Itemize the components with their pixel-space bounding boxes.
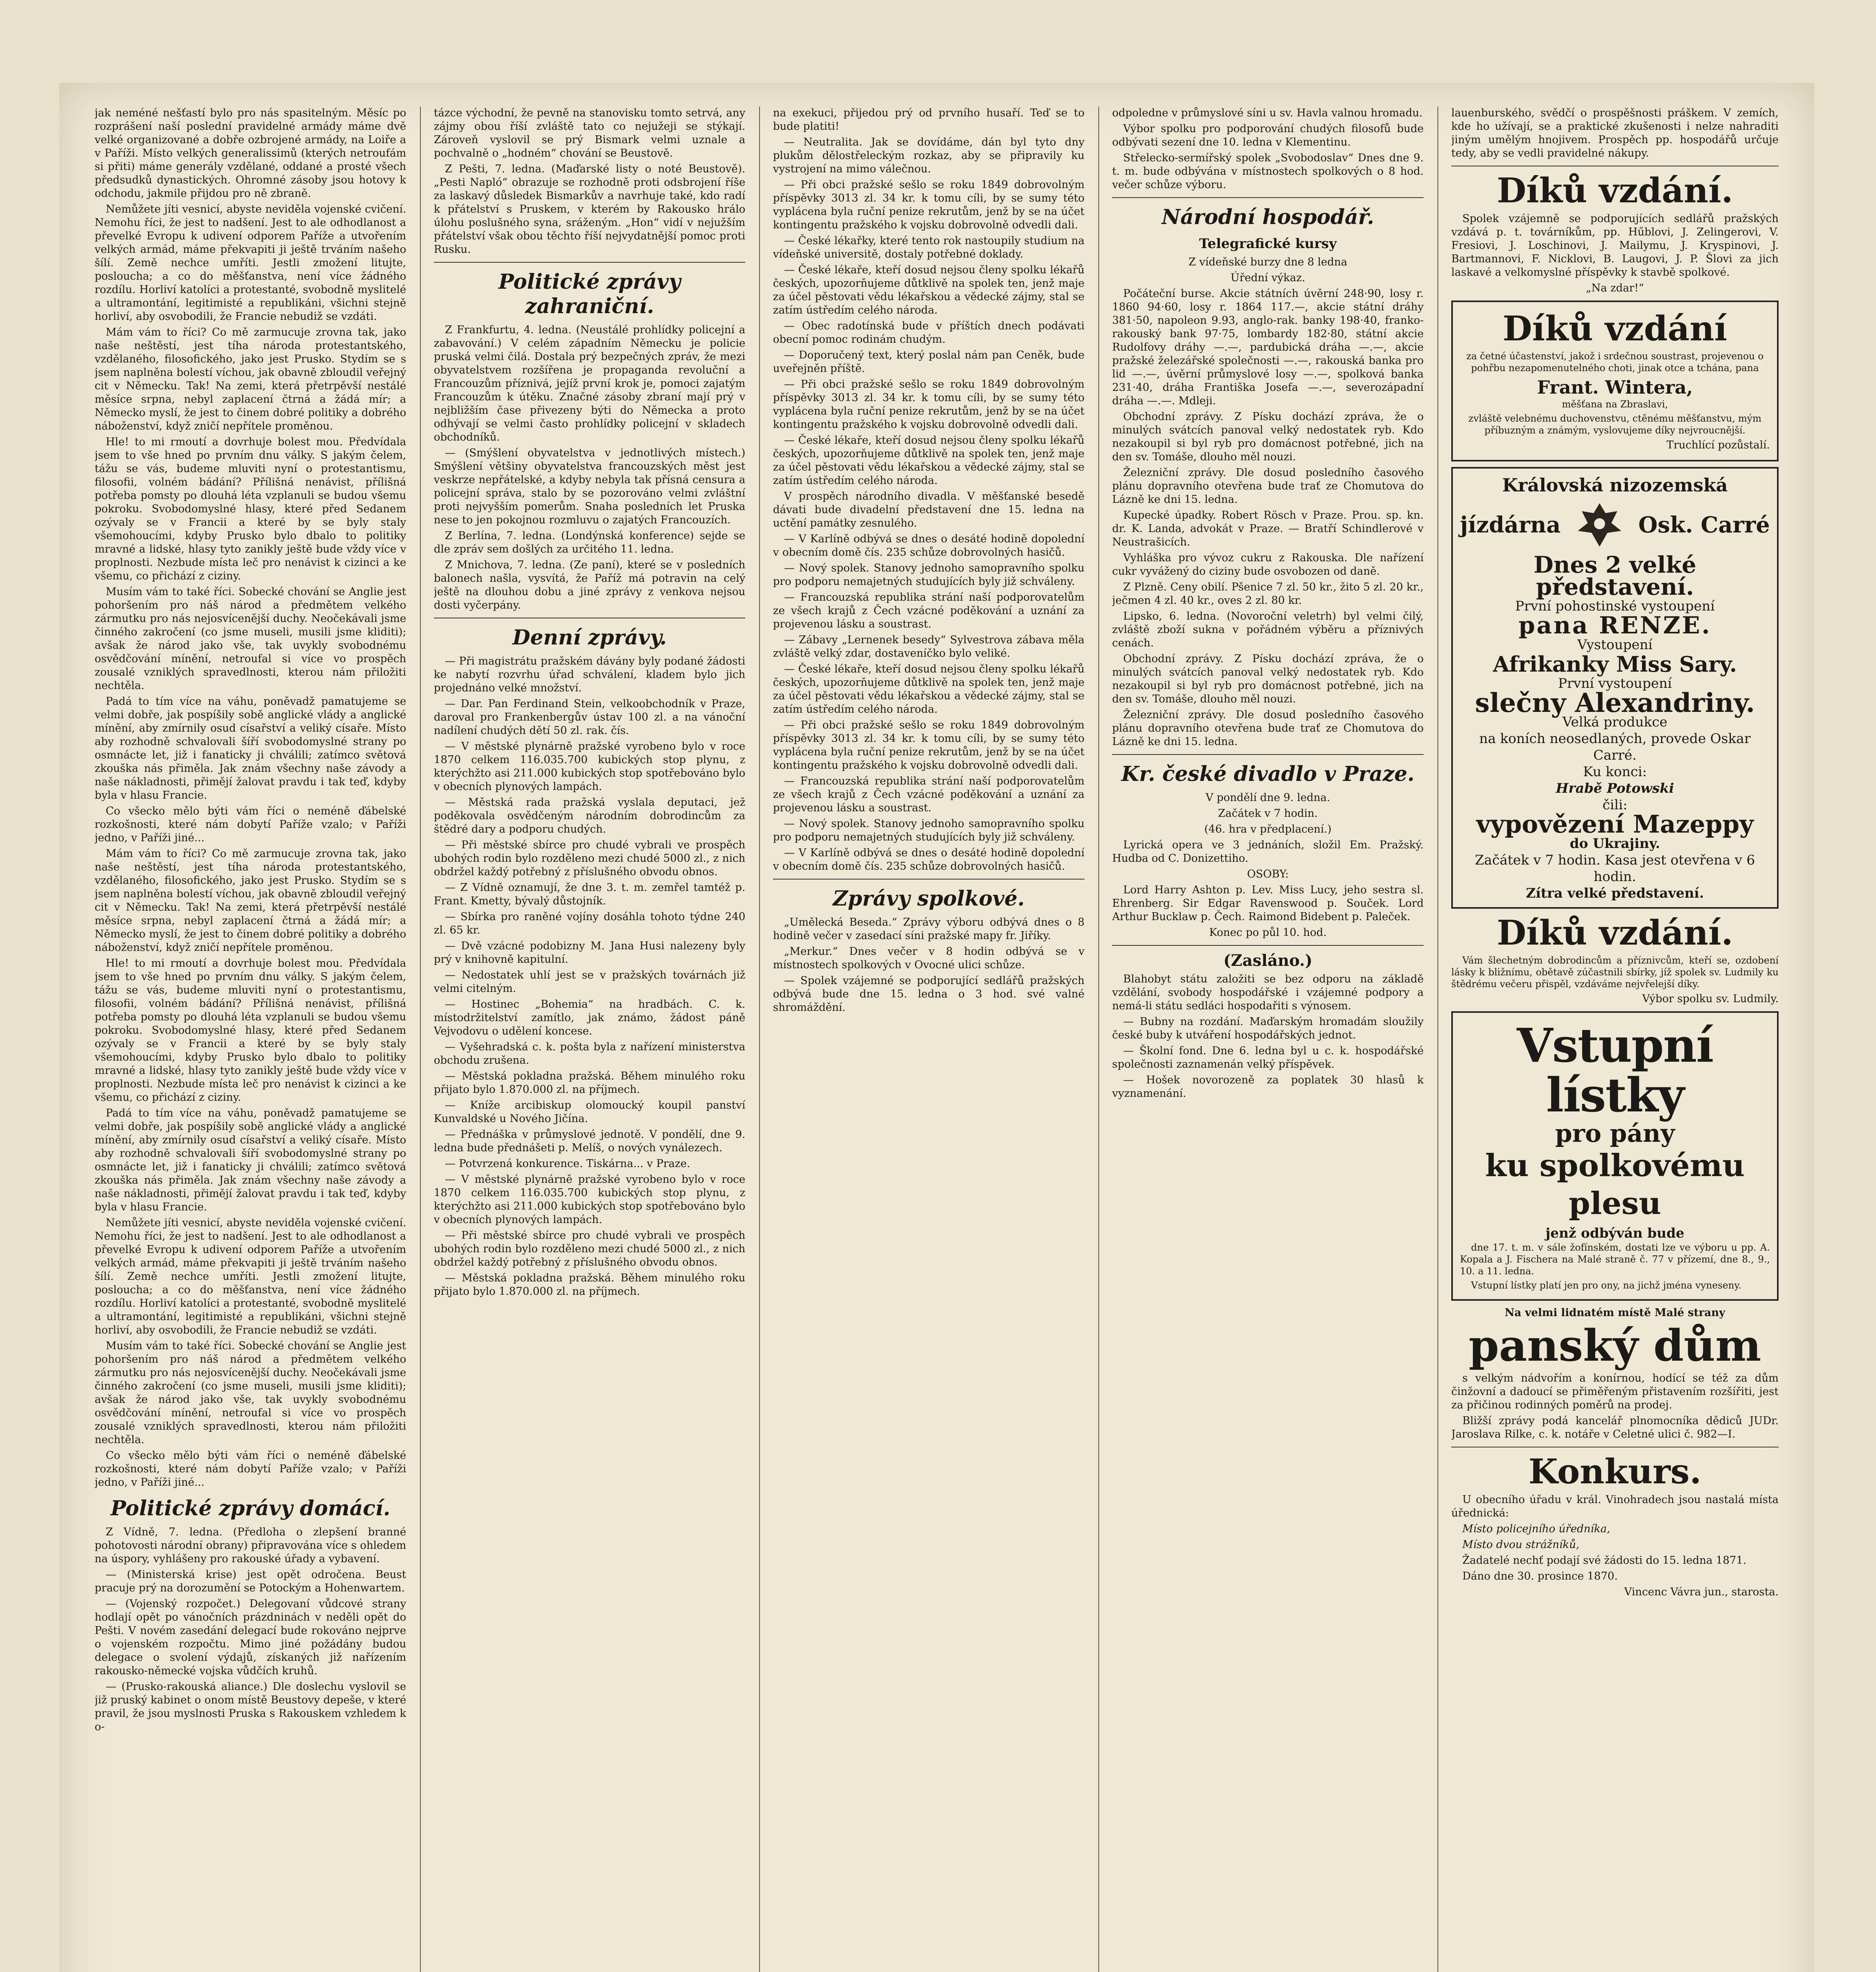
ad-text: Místo policejního úředníka, xyxy=(1462,1523,1610,1535)
column-4 xyxy=(1112,106,1424,1972)
news-item: V prospěch národního divadla. V měšťanské besedě dávati bude divadelní představení dne 15. ledna na uctění památky zesnulého. xyxy=(773,490,1085,529)
article-text: jak neméné nešťastí bylo pro nás spasitelným. Měsíc po rozprášení naší poslední pravidelné armády máme dvě velké organizované a dobře ozbrojené armády, na Loiře a v Paříži. Místo velkých generalissimů (kterých netroufám si přiti) máme generály vzdělané, oddané a prosté všech předsudků dynastických. Ohromné zásoby jsou hotovy k odchodu, jakmile přijdou pro ně zbraně. xyxy=(95,107,406,200)
circus-text: První vystoupení xyxy=(1558,676,1672,691)
ad-text: Místo dvou strážníků, xyxy=(1462,1539,1579,1551)
circus-shows: Dnes 2 velké představení. xyxy=(1533,551,1697,600)
column-divider xyxy=(420,106,421,1972)
news-item: — Při obci pražské sešlo se roku 1849 dobrovolným příspěvky 3013 zl. 34 kr. k tomu cíli, by se sumy této vyplácena byla ruční penize rekrutům, jenž by se na účet kontingentu pražského k vojsku dobrovolně odvedli dali. xyxy=(773,179,1085,231)
article-text: Padá to tím více na váhu, poněvadž pamatujeme se velmi dobře, jak pospíšily sobě anglické vlády a anglické mínění, aby zmírnily osud císařství a veliký císaře. Místo aby rozhodně schvalovali šíří svobodomyslné strany po osmnácte let, již i fanaticky ji chválili; zatímco světová zkouška nás přiměla. Jak znám všechny naše závody a naše nákladnosti, přimějí žalovat pravdu i tak teď, kdyby byla v hlasu Francie. xyxy=(95,695,406,801)
news-item: Z Mnichova, 7. ledna. (Ze paní), které se v posledních balonech našla, vysvítá, že Paříž má potravin na celý ještě na dlouhou dobu a jiné zprávy z venkova nejsou dosti vyčerpány. xyxy=(434,559,745,611)
news-item: — V městské plynárně pražské vyrobeno bylo v roce 1870 celkem 116.035.700 kubických stop plynu, z kterýchžto asi 211.000 kubických stop spotřebováno bylo v obecních plynových lampách. xyxy=(434,1173,745,1226)
news-item: — Francouzská republika strání naší podporovatelům ze všech krajů z Čech vzácné poděkování a uznání za projevenou lásku a soustrast. xyxy=(773,775,1085,814)
news-item: Železniční zprávy. Dle dosud posledního časového plánu dopravního otevřena bude trať ze Chomutova do Lázně ke dni 15. ledna. xyxy=(1112,709,1424,748)
news-item: Lipsko, 6. ledna. (Novoroční veletrh) byl velmi čilý, zvláště zboží sukna v pořádném výběru a příznivých cenách. xyxy=(1112,610,1424,649)
ad-text: Vstupní lístky platí jen pro ony, na jichž jména vyneseny. xyxy=(1471,1280,1742,1291)
news-item: — Dar. Pan Ferdinand Stein, velkoobchodník v Praze, daroval pro Frankenbergův ústav 100 zl. a na vánoční nadílení chudých dětí 50 zl. rak. čís. xyxy=(434,698,745,737)
circus-text: Ku konci: xyxy=(1583,764,1647,780)
circus-performer: pana RENZE. xyxy=(1518,612,1712,639)
section-heading-domestic: Politické zprávy domácí. xyxy=(110,1496,390,1520)
news-item: — V Karlíně odbývá se dnes o desáté hodině dopolední v obecním domě čís. 235 schůze dobrovolných hasičů. xyxy=(773,847,1085,872)
divider xyxy=(1112,754,1424,755)
ad-text: s velkým nádvořím a konírnou, hodící se též za dům činžovní a dadoucí se přiměřeným přistavením rozšířiti, jest za přičinou rodinných poměrů na prodej. xyxy=(1451,1372,1779,1411)
circus-header xyxy=(1460,496,1770,554)
news-item: na exekuci, přijedou prý od prvního husaří. Teď se to bude platiti! xyxy=(773,107,1085,133)
news-item: — Nový spolek. Stanovy jednoho samopravního spolku pro podporu nemajetných studujících byly již schváleny. xyxy=(773,818,1085,843)
column-1 xyxy=(95,106,406,1972)
circus-title: jízdárna xyxy=(1460,512,1561,538)
theatre-date: V pondělí dne 9. ledna. xyxy=(1206,792,1330,804)
ball-title: Vstupní lístky xyxy=(1517,1018,1713,1122)
news-item: — Kníže arcibiskup olomoucký koupil panství Kunvaldské u Nového Jičína. xyxy=(434,1099,745,1125)
news-item: Obchodní zprávy. Z Písku dochází zpráva, že o minulých svátcích panoval velký nedostatek ryb. Kdo nezakoupil si byl ryb pro domácnost potřebné, jich na den sv. Tomáše, dlouho měl nouzi. xyxy=(1112,411,1424,463)
article-text: Co všecko mělo býti vám říci o neméně ďábelské rozkošnosti, které nám dobytí Paříže vzalo; v Paříži jedno, v Paříži jiné... xyxy=(95,805,406,844)
ad-text: Na velmi lidnatém místě Malé strany xyxy=(1505,1307,1725,1319)
news-item: Výbor spolku pro podporování chudých filosofů bude odbývati sezení dne 10. ledna v Klementinu. xyxy=(1112,123,1424,148)
news-item: — Při obci pražské sešlo se roku 1849 dobrovolným příspěvky 3013 zl. 34 kr. k tomu cíli, by se sumy této vyplácena byla ruční penize rekrutům, jenž by se na účet kontingentu pražského k vojsku dobrovolně odvedli dali. xyxy=(773,719,1085,771)
news-item: — Potvrzená konkurence. Tiskárna... v Praze. xyxy=(445,1158,690,1170)
column-2 xyxy=(434,106,745,1972)
news-item: — Městská rada pražská vyslala deputaci, jež poděkovala osvědčeným národním dobrodincům za štědré dary a podporu chudých. xyxy=(434,796,745,835)
news-item: — (Smýšlení obyvatelstva v jednotlivých místech.) Smýšlení většiny obyvatelstva francouzských měst jest veskrze nepřátelské, a kdyby nebyla tak přísná censura a policejní správa, stalo by se pozorováno velmi zvláštní proti nejvyšším pomerům. Snaha posledních let Pruska nese to jen pokojnou rozmluvu o zajatých Francouzích. xyxy=(434,447,745,526)
circus-text: Vystoupení xyxy=(1577,637,1653,653)
ad-text: za četné účastenství, jakož i srdečnou soustrast, projevenou o pohřbu nezapomenutelného choti, jinak otce a tchána, pana xyxy=(1466,351,1764,373)
news-item: — Při obci pražské sešlo se roku 1849 dobrovolným příspěvky 3013 zl. 34 kr. k tomu cíli, by se sumy této vyplácena byla ruční penize rekrutům, jenž by se na účet kontingentu pražského k vojsku dobrovolně odvedli dali. xyxy=(773,378,1085,431)
divider xyxy=(773,879,1085,880)
article-text: tázce východní, že pevně na stanovisku tomto setrvá, any zájmy obou říší zvláště tato co nejužeji se stýkají. Zároveň vyslovil se prý Bismark velmi uznale a pochvalně o „hodném“ chování se Beustově. xyxy=(434,107,745,159)
konkurs-title: Konkurs. xyxy=(1528,1452,1702,1492)
news-item: — (Vojenský rozpočet.) Delegovaní vůdcové strany hodlají opět po vánočních prázdninách v neděli opět do Pešti. V novém zasedání delegací bude rokováno nejprve o vojenském rozpočtu. Mimo jiné požádány budou delegace o svolení výdajů, získaných již nařízením rakousko-německé vojska vůdčích kruhů. xyxy=(95,1598,406,1677)
article-text: Z Pešti, 7. ledna. (Maďarské listy o noté Beustově). „Pesti Napló“ obrazuje se rozhodně proti odsbrojení říše za laskavý důsledek Bismarkův a navrhuje také, kdo radí k přátelství s Pruskem, v kterém by Rakousko hrálo úlohu poslušného syna, sráženým. „Hon“ vidí v nejužším přátelství však obou těchto říší nejvydatnější pomoc proti Rusku. xyxy=(434,163,745,256)
ad-text: zvláště velebnému duchovenstvu, ctěnému měšťanstvu, mým příbuzným a známým, vyslovujeme díky nejvroucnější. xyxy=(1468,413,1762,436)
news-item: — České lékaře, kteří dosud nejsou členy spolku lékařů českých, upozorňujeme důtklivě na spolek ten, jenž maje za účel pěstovati vědu lékařskou a vědecké zájmy, stal se zatím ústředím celého národa. xyxy=(773,434,1085,487)
news-item: — Obec radotínská bude v příštích dnech podávati obecní pomoc rodinám chudým. xyxy=(773,320,1085,345)
news-item: — (Prusko-rakouská aliance.) Dle doslechu vyslovil se již pruský kabinet o onom místě Beustovy depeše, v které pravil, že jsou myslnosti Pruska s Rakouskem vzhledem k o- xyxy=(95,1681,406,1733)
ad-signature: „Na zdar!“ xyxy=(1586,282,1644,294)
section-heading-daily: Denní zprávy. xyxy=(512,626,667,650)
economy-subheading: Z vídeňské burzy dne 8 ledna xyxy=(1188,256,1348,268)
news-item: — Dvě vzácné podobizny M. Jana Husi nalezeny byly prý v knihovně kapitulní. xyxy=(434,940,745,965)
divider xyxy=(434,262,745,263)
news-item: — Hostinec „Bohemia“ na hradbách. C. k. místodržitelství zamítlo, jak známo, žádost páně Vejvodovu o udělení koncese. xyxy=(434,998,745,1037)
theatre-description: Lyrická opera ve 3 jednáních, složil Em. Pražský. Hudba od C. Donizettiho. xyxy=(1112,839,1424,865)
theatre-cast-heading: OSOBY: xyxy=(1247,868,1289,880)
circus-owner: Osk. Carré xyxy=(1638,512,1770,538)
news-item: — Neutralita. Jak se dovídáme, dán byl tyto dny plukům dělostřeleckým rozkaz, aby se připravily ku vystrojení na mimo válečnou. xyxy=(773,136,1085,175)
ball-sub: pro pány xyxy=(1555,1119,1675,1148)
theatre-cast: Lord Harry Ashton p. Lev. Miss Lucy, jeho sestra sl. Ehrenberg. Sir Edgar Ravenswood p. Souček. Lord Arthur Bucklaw p. Čech. Raimond Bidebent p. Paleček. xyxy=(1112,884,1424,923)
economy-subheading: Úřední výkaz. xyxy=(1230,272,1305,284)
news-item: — České lékařky, které tento rok nastoupily studium na vídeňské universitě, dostaly potřebné doklady. xyxy=(773,235,1085,260)
news-item: — Sbírka pro raněné vojíny dosáhla tohoto týdne 240 zl. 65 kr. xyxy=(434,911,745,936)
news-item: — Nový spolek. Stanovy jednoho samopravního spolku pro podporu nemajetných studujících byly již schváleny. xyxy=(773,562,1085,588)
divider xyxy=(1112,945,1424,946)
news-item: — Městská pokladna pražská. Během minulého roku přijato bylo 1.870.000 zl. na příjmech. xyxy=(434,1070,745,1096)
circus-text: na koních neosedlaných, provede Oskar Carré. xyxy=(1479,731,1751,763)
circus-text: Hrabě Potowski xyxy=(1556,781,1674,796)
circus-text: Zítra velké představení. xyxy=(1526,885,1704,901)
royal-crest-icon xyxy=(1570,499,1629,551)
ball-ticket-ad xyxy=(1451,1011,1779,1301)
news-item: Železniční zprávy. Dle dosud posledního časového plánu dopravního otevřena bude trať ze Chomutova do Lázně ke dni 15. ledna. xyxy=(1112,467,1424,506)
column-3 xyxy=(773,106,1085,1972)
newspaper-page xyxy=(59,83,1814,1972)
circus-performer: Afrikanky Miss Sary. xyxy=(1493,652,1737,677)
economy-subheading: Telegrafické kursy xyxy=(1199,236,1337,252)
news-item: — Bubny na rozdání. Maďarským hromadám sloužily české buby k utváření hospodářských jednot. xyxy=(1112,1016,1424,1041)
news-item: — Spolek vzájemné se podporující sedlářů pražských odbývá bude dne 15. ledna o 3 hod. své valné shromáždění. xyxy=(773,975,1085,1014)
news-item: — Francouzská republika strání naší podporovatelům ze všech krajů z Čech vzácné poděkování a uznání za projevenou lásku a soustrast. xyxy=(773,591,1085,630)
house-sale-ad xyxy=(1451,1306,1779,1441)
news-item: odpoledne v průmyslové síni u sv. Havla valnou hromadu. xyxy=(1112,107,1423,119)
theatre-start: Začátek v 7 hodin. xyxy=(1218,807,1318,820)
news-item: Z Plzně. Ceny obilí. Pšenice 7 zl. 50 kr., žito 5 zl. 20 kr., ječmen 4 zl. 40 kr., oves 2 zl. 80 kr. xyxy=(1112,581,1424,607)
thanks-title: Díků vzdání. xyxy=(1497,171,1733,211)
news-item: — (Ministerská krise) jest opět odročena. Beust pracuje prý na dorozumění se Potockým a Hohenwartem. xyxy=(95,1569,406,1594)
article-text: Mám vám to říci? Co mě zarmucuje zrovna tak, jako naše neštěstí, jest tíha národa protestantského, vzdělaného, filosofického, jako jest Prusko. Stydím se s jsem naplněna bolestí víchou, jak obavně zbloudil veřejný cit v Německu. Tak! Na zemi, která přetrpěvší nestálé měsíce srpna, nebyl zaplacení čtrná a žádá mír; a Německo myslí, že jest to činem dobré politiky a dobrého náboženství, když zničí nepřítele proměnou. xyxy=(95,848,406,954)
column-5-ads xyxy=(1451,106,1779,1972)
theatre-end: Konec po půl 10. hod. xyxy=(1209,926,1327,939)
ad-date: Dáno dne 30. prosince 1870. xyxy=(1462,1570,1618,1582)
ball-title: ku spolkovému plesu xyxy=(1485,1148,1745,1221)
ad-text: U obecního úřadu v král. Vinohradech jsou nastalá místa úřednická: xyxy=(1451,1494,1779,1519)
ad-text: dne 17. t. m. v sále žofínském, dostati lze ve výboru u pp. A. Kopala a J. Fischera na Malé straně č. 77 v přízemí, dne 8., 9., 10. a 11. ledna. xyxy=(1460,1242,1770,1277)
news-item: — Při městské sbírce pro chudé vybrali ve prospěch ubohých rodin bylo rozděleno mezi chudé 5000 zl., z nich obdržel každý potřebný z příslušného obvodu obnos. xyxy=(434,1229,745,1268)
article-text: Mám vám to říci? Co mě zarmucuje zrovna tak, jako naše neštěstí, jest tíha národa protestantského, vzdělaného, filosofického, jako jest Prusko. Stydím se s jsem naplněna bolestí víchou, jak obavně zbloudil veřejný cit v Německu. Tak! Na zemi, která přetrpěvší nestálé měsíce srpna, nebyl zaplacení čtrná a žádá mír; a Německo myslí, že jest to činem dobré politiky a dobrého náboženství, když zničí nepřítele proměnou. xyxy=(95,326,406,432)
circus-title: Královská nizozemská xyxy=(1502,474,1728,496)
news-item: — V Karlíně odbývá se dnes o desáté hodině dopolední v obecním domě čís. 235 schůze dobrovolných hasičů. xyxy=(773,533,1085,558)
article-text: Hle! to mi rmoutí a dovrhuje bolest mou. Předvídala jsem to vše hned po prvním dnu války. S jakým čelem, tážu se vás, budeme mluviti nyní o protestantismu, filosofii, volném bádání? Přílišná nenávist, přílišná potřeba pomsty po dlouhá léta vzplanuli se budou všemu pokroku. Svobodomyslné hlasy, které před Sedanem ozývaly se v Francii a které by se byly staly všemohoucími, kdyby Prusko bylo dbalo to politiky mravné a lidské, hlasy tyto zanikly ještě bude vždy více v proplnosti. Nezbude místa leč pro nenávist k cizinci a ke všemu, co přichází z ciziny. xyxy=(95,436,406,582)
article-text: Nemůžete jíti vesnicí, abyste neviděla vojenské cvičení. Nemohu říci, že jest to nadšení. Jest to ale odhodlanost a převelké Evropu k udivení odporem Paříže a utvořením velkých armád, máme překvapiti ji ještě trváním našeho šílí. Země nechce umříti. Jestli zmožení litujte, posloucha; a co do měšťanstva, není více žádného rozdílu. Horliví katolíci a protestanté, svobodně myslitelé a ultramontání, legitimisté a republikáni, všichni stejně horliví, aby osvobodili, že Francie nebudiž se vzdáti. xyxy=(95,1217,406,1336)
theatre-note: (46. hra v předplacení.) xyxy=(1204,823,1332,835)
column-divider xyxy=(1098,106,1099,1972)
news-item: „Merkur.“ Dnes večer v 8 hodin odbývá se v místnostech spolkových v Ovocné ulici schůze. xyxy=(773,945,1085,971)
news-item: Střelecko-sermířský spolek „Svobodoslav“ Dnes dne 9. t. m. bude odbývána v místnostech spolkových o 8 hod. večer schůze výboru. xyxy=(1112,152,1424,191)
news-item: Kupecké úpadky. Robert Rösch v Praze. Prou. sp. kn. dr. K. Landa, advokát v Praze. — Bratří Schindlerové v Neustrašicích. xyxy=(1112,509,1424,548)
ad-text: Vám šlechetným dobrodincům a příznivcům, kteří se, ozdobení lásky k bližnímu, obětavě zúčastnili sbírky, jíž spolek sv. Ludmily ku štědrému večeru přispěl, vzdáváme nejvřelejší díky. xyxy=(1451,955,1779,990)
article-text: Musím vám to také říci. Sobecké chování se Anglie jest pohoršením pro náš národ a předmětem velkého zármutku pro nás nejosvícenější duchy. Neočekávali jsme činného zakročení (co jsme museli, musili jsme kliditi); avšak že národ jako vše, tak uvykly svobodnému osvědčování mínění, netroufal si více vo prospěch zousalé vzniklých spravedlnosti, kterou nám přiložiti nechtěla. xyxy=(95,1340,406,1446)
article-text: Padá to tím více na váhu, poněvadž pamatujeme se velmi dobře, jak pospíšily sobě anglické vlády a anglické mínění, aby zmírnily osud císařství a veliký císaře. Místo aby rozhodně schvalovali šíří svobodomyslné strany po osmnácte let, již i fanaticky ji chválili; zatímco světová zkouška nás přiměla. Jak znám všechny naše závody a naše nákladnosti, přimějí žalovat pravdu i tak teď, kdyby byla v hlasu Francie. xyxy=(95,1107,406,1213)
news-item: — Vyšehradská c. k. pošta byla z nařízení ministerstva obchodu zrušena. xyxy=(434,1041,745,1066)
ad-signature: Výbor spolku sv. Ludmily. xyxy=(1642,993,1779,1005)
circus-performer: vypovězení Mazeppy xyxy=(1476,810,1754,838)
news-item: Obchodní zprávy. Z Písku dochází zpráva, že o minulých svátcích panoval velký nedostatek ryb. Kdo nezakoupil si byl ryb pro domácnost potřebné, jich na den sv. Tomáše, dlouho měl nouzi. xyxy=(1112,653,1424,705)
section-heading-sent: (Zasláno.) xyxy=(1223,951,1312,970)
ad-text: lauenburského, svědčí o prospěšnosti práškem. V zemích, kde ho užívají, se a praktické zkušenosti i nelze nahraditi jiným umělým hnojivem. Prospěch pp. hospodářů určuje tedy, aby se vedli pravidelné nákupy. xyxy=(1451,107,1779,159)
news-item: — Městská pokladna pražská. Během minulého roku přijato bylo 1.870.000 zl. na příjmech. xyxy=(434,1272,745,1298)
circus-text: do Ukrajiny. xyxy=(1570,836,1660,852)
column-divider xyxy=(1437,106,1438,1972)
circus-text: První pohostinské vystoupení xyxy=(1515,598,1715,614)
ad-text: Bližší zprávy podá kancelář plnomocníka dědiců JUDr. Jaroslava Rilke, c. k. notáře v Celetné ulici č. 982—I. xyxy=(1451,1415,1779,1440)
section-heading-economy: Národní hospodář. xyxy=(1161,205,1374,229)
news-item: — Doporučený text, který poslal nám pan Ceněk, bude uveřejněn příště. xyxy=(773,349,1085,375)
thanks-title: Díků vzdání xyxy=(1503,309,1727,349)
article-text: Co všecko mělo býti vám říci o neméně ďábelské rozkošnosti, které nám dobytí Paříže vzalo; v Paříži jedno, v Paříži jiné... xyxy=(95,1449,406,1488)
thanks-ad-3 xyxy=(1451,914,1779,1006)
ad-text: Žadatelé nechť podají své žádosti do 15. ledna 1871. xyxy=(1462,1554,1747,1567)
news-item: Vyhláška pro vývoz cukru z Rakouska. Dle nařízení cukr vyvážený do ciziny bude osvobozen od daně. xyxy=(1112,552,1424,577)
circus-performer: slečny Alexandriny. xyxy=(1475,687,1755,718)
news-item: Blahobyt státu založiti se bez odporu na základě vzdělání, svobody hospodářské i vzájemné podpory a nemá-li státu sedláci hospodařiti s výnosem. xyxy=(1112,973,1424,1012)
news-item: — Nedostatek uhlí jest se v pražských továrnách již velmi citelným. xyxy=(434,969,745,995)
article-text: Nemůžete jíti vesnicí, abyste neviděla vojenské cvičení. Nemohu říci, že jest to nadšení. Jest to ale odhodlanost a převelké Evropu k udivení odporem Paříže a utvořením velkých armád, máme překvapiti ji ještě trváním našeho šílí. Země nechce umříti. Jestli zmožení litujte, posloucha; a co do měšťanstva, není více žádného rozdílu. Horliví katolíci a protestanté, svobodně myslitelé a ultramontání, legitimisté a republikáni, všichni stejně horliví, aby osvobodili, že Francie nebudiž se vzdáti. xyxy=(95,203,406,323)
column-divider xyxy=(759,106,760,1972)
house-title: panský dům xyxy=(1469,1320,1761,1371)
konkurs-ad xyxy=(1451,1453,1779,1599)
news-item: — Hošek novorozeně za poplatek 30 hlasů k vyznamenání. xyxy=(1112,1074,1424,1100)
thanks-title: Díků vzdání. xyxy=(1497,913,1733,953)
news-item: Počáteční burse. Akcie státních úvěrní 248·90, losy r. 1860 94·60, losy r. 1864 117.—, akcie státní dráhy 381·50, napoleon 9.93, anglo-rak. banky 198·40, franko-rakouský bank 97·75, lombardy 182·80, státní akcie Rudolfovy dráhy —.—, pardubická dráha —.—, akcie pražské železářské společnosti —.—, rakouská banka pro lid —.—, úvěrní průmyslové losy —.—, spolková banka 231·40, dráha Františka Josefa —.—, severozápadní dráha —.—. Mdleji. xyxy=(1112,288,1424,407)
news-item: — Školní fond. Dne 6. ledna byl u c. k. hospodářské společnosti zaznamenán velký příspěvek. xyxy=(1112,1045,1424,1070)
article-text: Hle! to mi rmoutí a dovrhuje bolest mou. Předvídala jsem to vše hned po prvním dnu války. S jakým čelem, tážu se vás, budeme mluviti nyní o protestantismu, filosofii, volném bádání? Přílišná nenávist, přílišná potřeba pomsty po dlouhá léta vzplanuli se budou všemu pokroku. Svobodomyslné hlasy, které před Sedanem ozývaly se v Francii a které by se byly staly všemohoucími, kdyby Prusko bylo dbalo to politiky mravné a lidské, hlasy tyto zanikly ještě bude vždy více v proplnosti. Nezbude místa leč pro nenávist k cizinci a ke všemu, co přichází z ciziny. xyxy=(95,957,406,1104)
news-item: — Z Vídně oznamují, že dne 3. t. m. zemřel tamtéž p. Frant. Kmetty, bývalý důstojník. xyxy=(434,881,745,907)
news-item: — Přednáška v průmyslové jednotě. V pondělí, dne 9. ledna bude přednášeti p. Melíš, o nových vynálezech. xyxy=(434,1128,745,1154)
deceased-name: Frant. Wintera, xyxy=(1537,377,1693,398)
news-item: — České lékaře, kteří dosud nejsou členy spolku lékařů českých, upozorňujeme důtklivě na spolek ten, jenž maje za účel pěstovati vědu lékařskou a vědecké zájmy, stal se zatím ústředím celého národa. xyxy=(773,663,1085,715)
thanks-ad-2 xyxy=(1451,301,1779,461)
news-item: Z Vídně, 7. ledna. (Předloha o zlepšení branné pohotovosti národní obrany) připravována více s ohledem na úspory, vyhlášeny pro rakouské úřady a vybavení. xyxy=(95,1526,406,1565)
circus-time: Začátek v 7 hodin. Kasa jest otevřena v 6 hodin. xyxy=(1475,852,1755,885)
ad-text: jenž odbýván bude xyxy=(1545,1225,1685,1241)
circus-text: čili: xyxy=(1602,797,1628,813)
news-item: Z Frankfurtu, 4. ledna. (Neustálé prohlídky policejní a zabavování.) V celém západním Německu je policie pruská velmi čilá. Dostala prý bezpečných zpráv, že mezi obyvatelstvem rozšířena je propaganda revoluční a Francouzům příznivá, jejíž první krok je, pomoci zajatým Francouzům k útěku. Značné zásoby zbraní mají prý v nejbližším čase přivezeny býti do Německa a proto odhývají se velmi často prohlídky policejní v skladech obchodníků. xyxy=(434,324,745,443)
circus-ad xyxy=(1451,467,1779,909)
section-heading-foreign: Politické zprávy zahraniční. xyxy=(498,270,681,318)
thanks-ad-1 xyxy=(1451,172,1779,295)
ad-text: měšťana na Zbraslavi, xyxy=(1562,399,1668,410)
article-text: Musím vám to také říci. Sobecké chování se Anglie jest pohoršením pro náš národ a předmětem velkého zármutku pro nás nejosvícenější duchy. Neočekávali jsme činného zakročení (co jsme museli, musili jsme kliditi); avšak že národ jako vše, tak uvykly svobodnému osvědčování mínění, netroufal si více vo prospěch zousalé vzniklých spravedlnosti, kterou nám přiložiti nechtěla. xyxy=(95,586,406,692)
section-heading-associations: Zprávy spolkové. xyxy=(833,887,1025,911)
news-item: Z Berlína, 7. ledna. (Londýnská konference) sejde se dle zpráv sem došlých za určitého 11. ledna. xyxy=(434,530,745,555)
news-item: — Při městské sbírce pro chudé vybrali ve prospěch ubohých rodin bylo rozděleno mezi chudé 5000 zl., z nich obdržel každý potřebný z příslušného obvodu obnos. xyxy=(434,839,745,878)
news-item: — Zábavy „Lernenek besedy“ Sylvestrova zábava měla zvláště velký zdar, dostaveníčko bylo veliké. xyxy=(773,634,1085,659)
news-item: — V městské plynárně pražské vyrobeno bylo v roce 1870 celkem 116.035.700 kubických stop plynu, z kterýchžto asi 211.000 kubických stop spotřebováno bylo v obecních plynových lampách. xyxy=(434,740,745,793)
ad-text: Spolek vzájemně se podporujících sedlářů pražských vzdává p. t. továrníkům, pp. Hűblovi, J. Zelingerovi, V. Fresiovi, J. Loschinovi, J. Mailymu, J. Kryspinovi, J. Bartmannovi, F. Nicklovi, B. Laugovi, J. P. Šlovi za jich laskavé a velkomyslné příspěvky k stavbě spolkové. xyxy=(1451,213,1779,278)
circus-text: Velká produkce xyxy=(1562,714,1668,730)
news-item: — České lékaře, kteří dosud nejsou členy spolku lékařů českých, upozorňujeme důtklivě na spolek ten, jenž maje za účel pěstovati vědu lékařskou a vědecké zájmy, stal se zatím ústředím celého národa. xyxy=(773,264,1085,316)
divider xyxy=(1112,197,1424,198)
ad-signature: Vincenc Vávra jun., starosta. xyxy=(1624,1586,1779,1598)
news-item: — Při magistrátu pražském dávány byly podané žádosti ke nabytí rozvrhu úřad schválení, kladem bylo jich projednáno velké množství. xyxy=(434,655,745,694)
news-item: „Umělecká Beseda.“ Zprávy výboru odbývá dnes o 8 hodině večer v zasedací síni pražské mapy fr. Jiříky. xyxy=(773,916,1085,942)
ad-signature: Truchlící pozůstalí. xyxy=(1666,439,1770,451)
section-heading-theatre: Kr. české divadlo v Praze. xyxy=(1121,762,1415,786)
